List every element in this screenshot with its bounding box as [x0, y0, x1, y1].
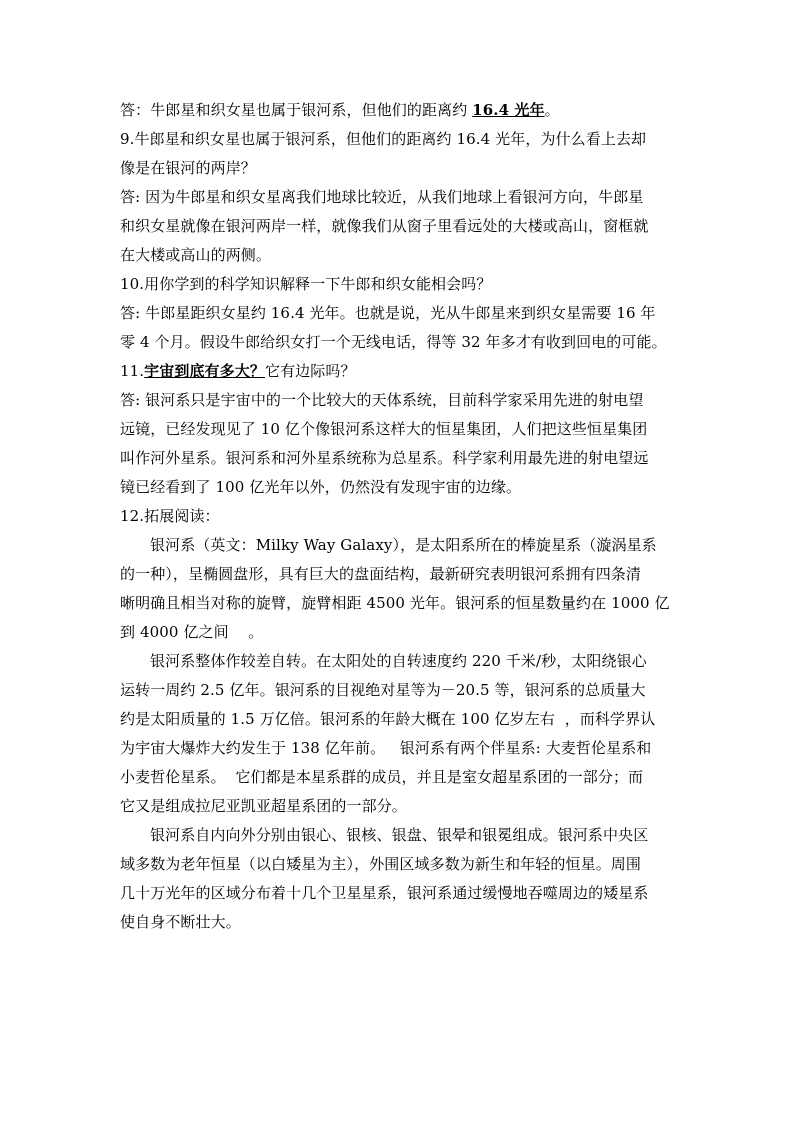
text-line: 零 4 个月。假设牛郎给织女打一个无线电话，得等 32 年多才有收到回电的可能。 [120, 333, 667, 351]
text-line: 小麦哲伦星系。 它们都是本星系群的成员，并且是室女超星系团的一部分；而 [120, 768, 644, 786]
text-line: 答: 银河系只是宇宙中的一个比较大的天体系统，目前科学家采用先进的射电望 [120, 391, 644, 409]
text-line: 的一种），呈椭圆盘形，具有巨大的盘面结构，最新研究表明银河系拥有四条清 [120, 565, 642, 583]
reading-paragraph-1 [120, 531, 680, 647]
text-line: 在大楼或高山的两侧。 [120, 246, 272, 264]
reading-paragraph-2 [120, 647, 680, 821]
text-line: 晰明确且相当对称的旋臂，旋臂相距 4500 光年。银河系的恒星数量约在 1000 亿 [120, 594, 670, 612]
answer-8-paragraph [120, 96, 680, 125]
line-text: 答：牛郎星和织女星也属于银河系，但他们的距离约 [120, 101, 473, 119]
text-line: 为宇宙大爆炸大约发生于 138 亿年前。 银河系有两个伴星系: 大麦哲伦星系和 [120, 739, 652, 757]
text-line: 像是在银河的两岸？ [120, 159, 256, 177]
text-line: 到 4000 亿之间 。 [120, 623, 264, 641]
text-line: 它又是组成拉尼亚凯亚超星系团的一部分。 [120, 797, 407, 815]
text-line: 域多数为老年恒星（以白矮星为主），外围区域多数为新生和年轻的恒星。周围 [120, 855, 642, 873]
text-line: 答: 牛郎星距织女星约 16.4 光年。也就是说，光从牛郎星来到织女星需要 16 年 [120, 304, 656, 322]
extended-reading-heading [120, 502, 680, 531]
text-line [120, 96, 680, 125]
question-9-paragraph [120, 125, 680, 183]
text-line: 运转一周约 2.5 亿年。银河系的目视绝对星等为－20.5 等，银河系的总质量大 [120, 681, 646, 699]
text-line: 约是太阳质量的 1.5 万亿倍。银河系的年龄大概在 100 亿岁左右 ，而科学界认 [120, 710, 656, 728]
text-line: 10.用你学到的科学知识解释一下牛郎和织女能相会吗？ [120, 275, 492, 293]
question-11-paragraph [120, 357, 680, 386]
emphasized-question: 宇宙到底有多大？ [144, 362, 265, 380]
text-line: 答: 因为牛郎星和织女星离我们地球比较近，从我们地球上看银河方向，牛郎星 [120, 188, 644, 206]
line-tail: 它有边际吗？ [264, 362, 356, 380]
text-line: 12.拓展阅读： [120, 507, 220, 525]
answer-11-paragraph [120, 386, 680, 502]
text-line: 使自身不断壮大。 [120, 913, 241, 931]
text-line: 镜已经看到了 100 亿光年以外，仍然没有发现宇宙的边缘。 [120, 478, 522, 496]
line-text: 11. [120, 362, 145, 380]
question-10-paragraph [120, 270, 680, 299]
text-line: 几十万光年的区域分布着十几个卫星星系，银河系通过缓慢地吞噬周边的矮星系 [120, 884, 649, 902]
text-line: 银河系（英文：Milky Way Galaxy），是太阳系所在的棒旋星系（漩涡星系 [150, 536, 657, 554]
reading-paragraph-3 [120, 821, 680, 937]
text-line: 叫作河外星系。银河系和河外星系统称为总星系。科学家利用最先进的射电望远 [120, 449, 649, 467]
answer-10-paragraph [120, 299, 680, 357]
text-line [120, 357, 680, 386]
line-tail: 。 [544, 101, 560, 119]
text-line: 和织女星就像在银河两岸一样，就像我们从窗子里看远处的大楼或高山，窗框就 [120, 217, 649, 235]
text-line: 远镜，已经发现见了 10 亿个像银河系这样大的恒星集团，人们把这些恒星集团 [120, 420, 648, 438]
text-line: 9.牛郎星和织女星也属于银河系，但他们的距离约 16.4 光年，为什么看上去却 [120, 130, 647, 148]
emphasized-distance: 16.4 光年 [472, 101, 545, 119]
answer-9-paragraph [120, 183, 680, 270]
document-body [120, 96, 680, 937]
text-line: 银河系自内向外分别由银心、银核、银盘、银晕和银冕组成。银河系中央区 [150, 826, 649, 844]
text-line: 银河系整体作较差自转。在太阳处的自转速度约 220 千米/秒，太阳绕银心 [150, 652, 647, 670]
